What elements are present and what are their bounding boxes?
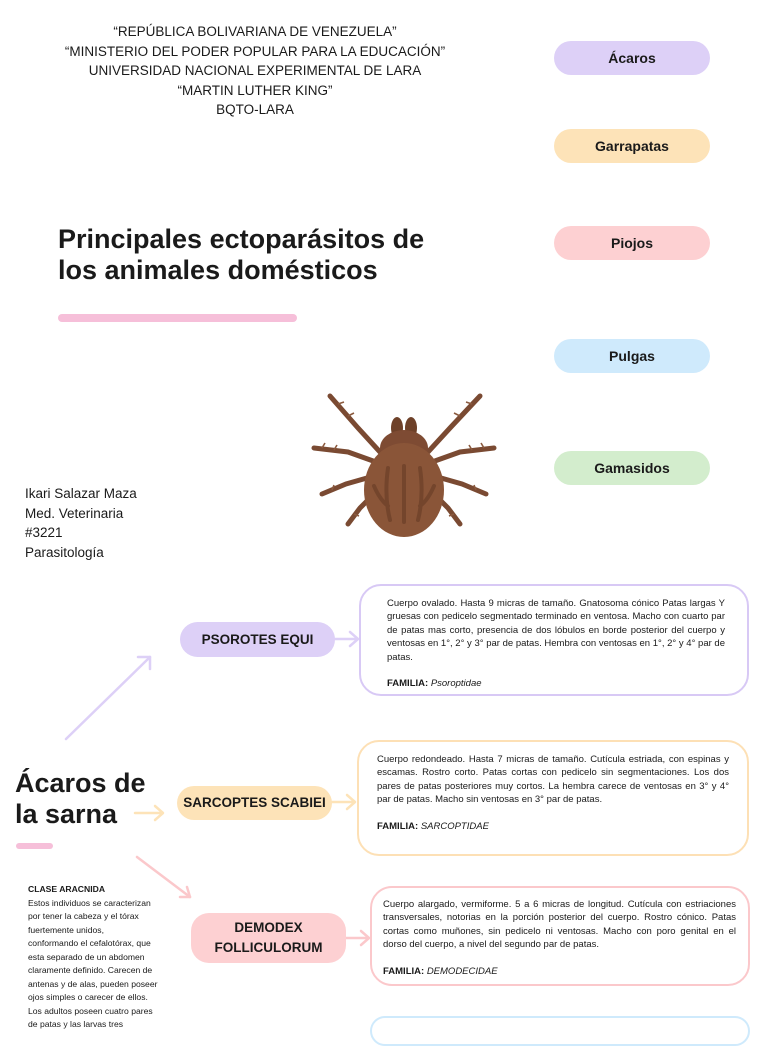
family-line bbox=[387, 677, 725, 690]
nav-pill-label: Gamasidos bbox=[594, 460, 670, 476]
clase-line: ojos simples o carecer de ellos. bbox=[28, 992, 148, 1002]
clase-heading: CLASE ARACNIDA bbox=[28, 884, 106, 894]
author-subject: Parasitología bbox=[25, 544, 104, 560]
family-name: DEMODECIDAE bbox=[426, 965, 498, 977]
mite-name-line: DEMODEX bbox=[234, 920, 303, 935]
author-name: Ikari Salazar Maza bbox=[25, 486, 137, 501]
header-line: UNIVERSIDAD NACIONAL EXPERIMENTAL DE LARA bbox=[88, 63, 422, 78]
clase-line: de patas y las larvas tres bbox=[28, 1019, 124, 1029]
family-label: FAMILIA: bbox=[383, 965, 425, 977]
description-box-sarcoptes bbox=[357, 740, 749, 856]
nav-pill-label: Pulgas bbox=[609, 348, 655, 364]
nav-pill-label: Ácaros bbox=[608, 50, 656, 66]
family-label: FAMILIA: bbox=[387, 678, 429, 690]
section-title-line: la sarna bbox=[15, 799, 118, 829]
author-career: Med. Veterinaria bbox=[25, 505, 124, 521]
family-name: Psoroptidae bbox=[430, 678, 482, 690]
family-name: SARCOPTIDAE bbox=[420, 820, 489, 832]
clase-line: Estos individuos se caracterizan bbox=[28, 897, 151, 908]
description-box-next bbox=[370, 1016, 750, 1046]
description-text: Cuerpo ovalado. Hasta 9 micras de tamaño. Gnatosoma cónico Patas largas Y gruesas con pedicelo segmentado terminado en ventosa. Macho con cuarto par de patas mas corto, presencia de dos lóbulos en borde posterior del cuerpo y ventosas en 1°, 2° y 3° par de patas. Hembra con ventosas en 1°, 2° y 4° par de patas. bbox=[387, 598, 725, 663]
clase-line: fuertemente unidos, bbox=[28, 924, 104, 935]
section-title-line: Ácaros de bbox=[15, 768, 146, 798]
nav-pill-label: Piojos bbox=[610, 235, 653, 251]
title-line: Principales ectoparásitos de bbox=[58, 224, 425, 254]
mite-name-line: FOLLICULORUM bbox=[214, 940, 323, 955]
family-label: FAMILIA: bbox=[377, 820, 419, 832]
clase-line: esta separado de un abdomen bbox=[28, 951, 145, 962]
clase-line: claramente definido. Carecen de bbox=[28, 965, 153, 975]
family-line bbox=[377, 820, 729, 833]
clase-line: antenas y de alas, pueden poseer bbox=[28, 978, 158, 989]
header-line: “REPÚBLICA BOLIVARIANA DE VENEZUELA” bbox=[113, 24, 397, 39]
mite-label-demodex[interactable] bbox=[191, 913, 346, 963]
section-title bbox=[15, 768, 165, 830]
header-line: “MARTIN LUTHER KING” bbox=[177, 82, 333, 98]
description-box-psorotes bbox=[359, 584, 749, 696]
description-text: Cuerpo alargado, vermiforme. 5 a 6 micras de longitud. Cutícula con estriaciones transversales, notorias en la porción posterior del cuerpo. Rostro cónico. Patas cortas como muñones, sin pedicelo ni ventosas. Macho con poro genital en el dorso del cuerpo, a nivel del segundo par de patas. bbox=[383, 899, 736, 951]
nav-pill-label: Garrapatas bbox=[595, 138, 669, 154]
mite-label-sarcoptes[interactable] bbox=[177, 786, 332, 820]
clase-line: conformando el cefalotórax, que bbox=[28, 938, 151, 948]
mite-name: PSOROTES EQUI bbox=[201, 631, 314, 647]
author-number: #3221 bbox=[25, 525, 63, 541]
clase-aracnida-text bbox=[28, 883, 188, 1032]
description-box-demodex bbox=[370, 886, 750, 986]
clase-line: por tener la cabeza y el tórax bbox=[28, 911, 139, 921]
clase-line: Los adultos poseen cuatro pares bbox=[28, 1005, 153, 1016]
mite-label-psorotes[interactable] bbox=[180, 622, 335, 657]
title-line: los animales domésticos bbox=[58, 255, 378, 285]
section-underline bbox=[16, 843, 53, 849]
header-line: “MINISTERIO DEL PODER POPULAR PARA LA EDUCACIÓN” bbox=[64, 43, 446, 59]
family-line bbox=[383, 965, 736, 978]
mite-name: SARCOPTES SCABIEI bbox=[183, 795, 326, 810]
description-text: Cuerpo redondeado. Hasta 7 micras de tamaño. Cutícula estriada, con espinas y escamas. Rostro corto. Patas cortas con pedicelo sin segmentaciones. Los dos pares de patas posteriores muy cortos. La hembra carece de ventosas en 3° y 4° par de patas. Macho sin ventosas en 3° par de patas. bbox=[377, 754, 729, 806]
header-line: BQTO-LARA bbox=[216, 102, 294, 117]
